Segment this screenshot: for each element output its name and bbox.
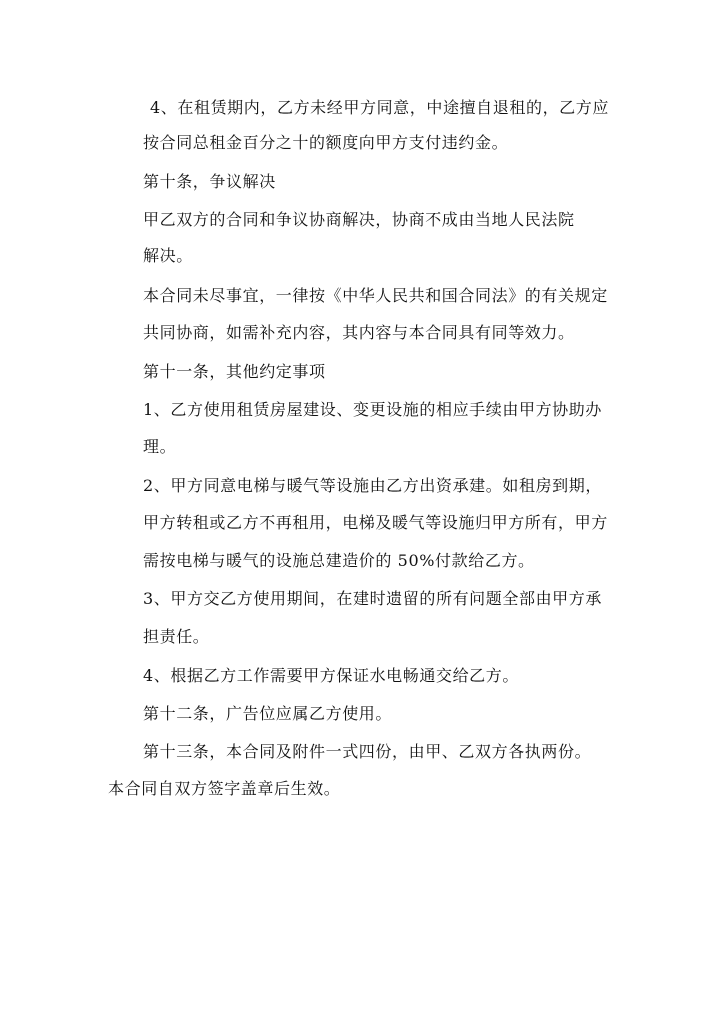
text-line: 2、甲方同意电梯与暖气等设施由乙方出资承建。如租房到期， bbox=[143, 476, 602, 495]
text-line: 共同协商，如需补充内容，其内容与本合同具有同等效力。 bbox=[143, 323, 575, 342]
text-line: 需按电梯与暖气的设施总建造价的 50%付款给乙方。 bbox=[143, 551, 535, 570]
text-line: 本合同自双方签字盖章后生效。 bbox=[108, 779, 341, 798]
text-line: 理。 bbox=[143, 437, 177, 456]
section-heading: 第十条，争议解决 bbox=[143, 172, 276, 191]
text-line: 4、根据乙方工作需要甲方保证水电畅通交给乙方。 bbox=[143, 666, 519, 685]
text-line: 3、甲方交乙方使用期间，在建时遗留的所有问题全部由甲方承 bbox=[143, 589, 602, 608]
text-line: 担责任。 bbox=[143, 627, 210, 646]
section-heading: 第十一条，其他约定事项 bbox=[143, 362, 326, 381]
text-line: 按合同总租金百分之十的额度向甲方支付违约金。 bbox=[143, 133, 509, 152]
text-line: 4、在租赁期内，乙方未经甲方同意，中途擅自退租的，乙方应 bbox=[150, 98, 609, 117]
text-line: 解决。 bbox=[143, 246, 193, 265]
section-heading: 第十二条，广告位应属乙方使用。 bbox=[143, 704, 393, 723]
text-line: 本合同未尽事宜，一律按《中华人民共和国合同法》的有关规定 bbox=[143, 286, 608, 305]
section-heading: 第十三条，本合同及附件一式四份，由甲、乙双方各执两份。 bbox=[143, 742, 592, 761]
text-line: 甲方转租或乙方不再租用，电梯及暖气等设施归甲方所有，甲方 bbox=[143, 513, 608, 532]
text-line: 甲乙双方的合同和争议协商解决，协商不成由当地人民法院 bbox=[143, 210, 575, 229]
text-line: 1、乙方使用租赁房屋建设、变更设施的相应手续由甲方协助办 bbox=[143, 400, 602, 419]
